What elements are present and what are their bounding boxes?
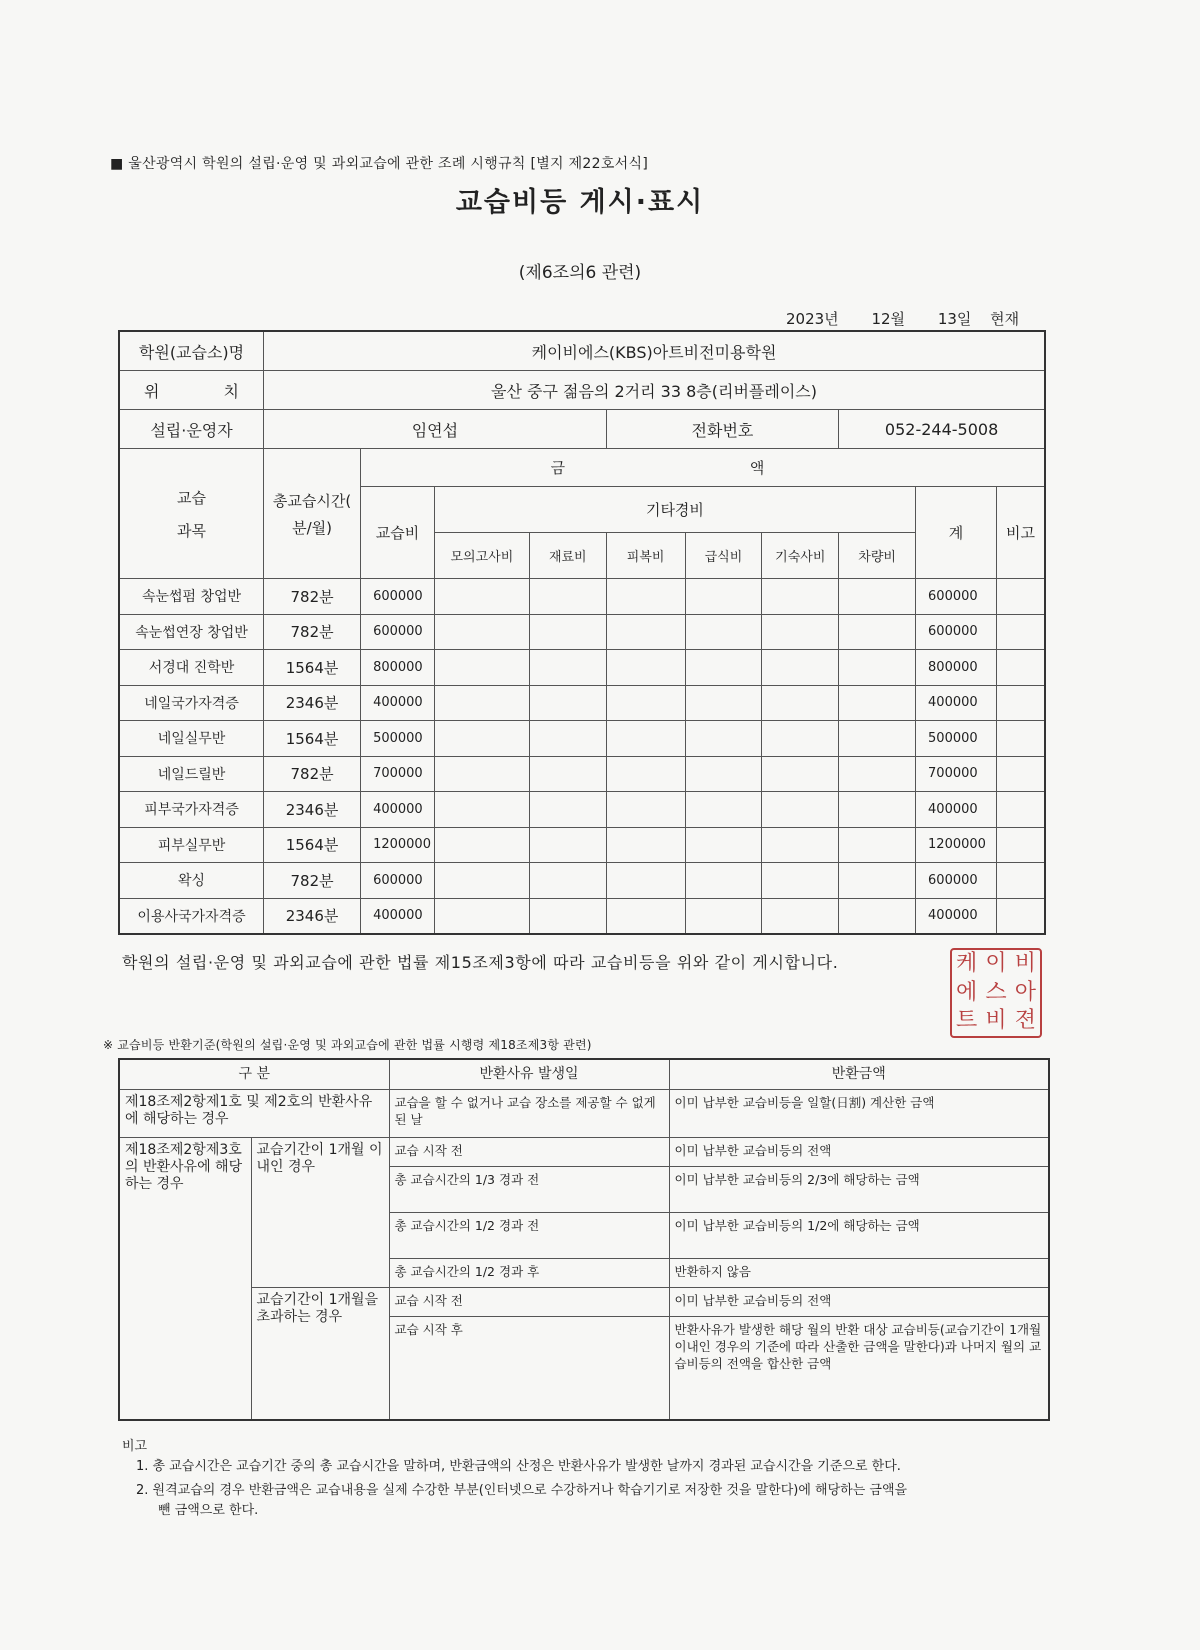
course-hours: 782분 (264, 614, 361, 650)
academy-name-value: 케이비에스(KBS)아트비전미용학원 (264, 331, 1045, 371)
course-hours: 782분 (264, 863, 361, 899)
course-dorm (762, 756, 839, 792)
course-remarks (996, 685, 1045, 721)
course-mock-exam (434, 685, 529, 721)
course-remarks (996, 614, 1045, 650)
course-hours: 1564분 (264, 650, 361, 686)
course-name: 피부국가자격증 (119, 792, 264, 828)
course-row (119, 792, 1045, 828)
course-hours: 2346분 (264, 792, 361, 828)
refund-standard-note: ※ 교습비등 반환기준(학원의 설립·운영 및 과외교습에 관한 법률 시행령 제18조제3항 관련) (103, 1038, 592, 1052)
course-uniform (606, 756, 685, 792)
seal-char: 트 (956, 1008, 978, 1034)
course-materials (529, 650, 606, 686)
course-name: 네일드릴반 (119, 756, 264, 792)
course-tuition: 400000 (361, 792, 435, 828)
refund-amount-header: 반환금액 (669, 1059, 1049, 1089)
course-remarks (996, 579, 1045, 615)
remarks-header: 비고 (996, 487, 1045, 579)
course-mock-exam (434, 721, 529, 757)
refund-sub1-label: 교습기간이 1개월 이내인 경우 (251, 1137, 389, 1287)
course-mock-exam (434, 863, 529, 899)
refund-sub1-reason-3: 총 교습시간의 1/2 경과 후 (389, 1258, 669, 1287)
course-tuition: 600000 (361, 579, 435, 615)
course-meals (685, 721, 762, 757)
remarks-item-2-cont: 뺀 금액으로 한다. (158, 1503, 259, 1518)
course-uniform (606, 898, 685, 934)
hours-header: 총교습시간( 분/월) (264, 449, 361, 579)
course-remarks (996, 721, 1045, 757)
course-mock-exam (434, 650, 529, 686)
course-row (119, 650, 1045, 686)
page-subtitle: (제6조의6 관련) (518, 263, 642, 283)
course-vehicle (839, 898, 916, 934)
course-meals (685, 685, 762, 721)
seal-char: 아 (1014, 979, 1036, 1005)
date-month: 12월 (871, 310, 906, 328)
other-costs-header: 기타경비 (434, 487, 915, 533)
amount-header: 금 액 (361, 449, 1045, 487)
course-remarks (996, 756, 1045, 792)
course-total: 700000 (916, 756, 997, 792)
course-hours: 782분 (264, 579, 361, 615)
course-tuition: 400000 (361, 685, 435, 721)
course-dorm (762, 721, 839, 757)
course-materials (529, 721, 606, 757)
tuition-header: 교습비 (361, 487, 435, 579)
course-name: 네일실무반 (119, 721, 264, 757)
refund-row1-amount: 이미 납부한 교습비등을 일할(日割) 계산한 금액 (669, 1089, 1049, 1137)
refund-reason-header: 반환사유 발생일 (389, 1059, 669, 1089)
course-vehicle (839, 827, 916, 863)
course-dorm (762, 650, 839, 686)
course-name: 속눈썹펌 창업반 (119, 579, 264, 615)
date-day: 13일 (937, 310, 972, 328)
course-materials (529, 614, 606, 650)
course-remarks (996, 650, 1045, 686)
seal-char: 스 (985, 979, 1007, 1005)
course-remarks (996, 792, 1045, 828)
refund-table (118, 1058, 1050, 1421)
refund-sub1-amount-0: 이미 납부한 교습비등의 전액 (669, 1137, 1049, 1166)
form-reference-note: ■ 울산광역시 학원의 설립·운영 및 과외교습에 관한 조례 시행규칙 [별지 제22호서식] (110, 156, 649, 172)
course-dorm (762, 898, 839, 934)
uniform-header: 피복비 (606, 533, 685, 579)
total-header: 계 (916, 487, 997, 579)
mock-exam-header: 모의고사비 (434, 533, 529, 579)
subject-header: 교습 과목 (119, 449, 264, 579)
phone-label: 전화번호 (606, 410, 839, 449)
course-total: 1200000 (916, 827, 997, 863)
course-mock-exam (434, 756, 529, 792)
course-remarks (996, 863, 1045, 899)
refund-sub1-reason-1: 총 교습시간의 1/3 경과 전 (389, 1166, 669, 1212)
course-meals (685, 579, 762, 615)
refund-sub2-label: 교습기간이 1개월을 초과하는 경우 (251, 1287, 389, 1420)
course-hours: 782분 (264, 756, 361, 792)
materials-header: 재료비 (529, 533, 606, 579)
course-row (119, 685, 1045, 721)
course-materials (529, 863, 606, 899)
course-vehicle (839, 614, 916, 650)
refund-row1-category: 제18조제2항제1호 및 제2호의 반환사유에 해당하는 경우 (119, 1089, 389, 1137)
course-uniform (606, 792, 685, 828)
refund-sub1-reason-2: 총 교습시간의 1/2 경과 전 (389, 1212, 669, 1258)
course-mock-exam (434, 579, 529, 615)
date-suffix: 현재 (990, 310, 1020, 328)
course-total: 600000 (916, 614, 997, 650)
course-tuition: 600000 (361, 614, 435, 650)
vehicle-header: 차량비 (839, 533, 916, 579)
seal-char: 비 (1014, 951, 1036, 976)
course-row (119, 579, 1045, 615)
course-uniform (606, 827, 685, 863)
course-row (119, 898, 1045, 934)
course-tuition: 700000 (361, 756, 435, 792)
course-meals (685, 898, 762, 934)
seal-char: 비 (985, 1008, 1007, 1034)
course-materials (529, 792, 606, 828)
course-total: 400000 (916, 792, 997, 828)
course-tuition: 1200000 (361, 827, 435, 863)
refund-sub1-reason-0: 교습 시작 전 (389, 1137, 669, 1166)
course-tuition: 600000 (361, 863, 435, 899)
course-uniform (606, 863, 685, 899)
course-dorm (762, 614, 839, 650)
course-total: 600000 (916, 579, 997, 615)
founder-value: 임연섭 (264, 410, 607, 449)
course-mock-exam (434, 614, 529, 650)
course-row (119, 721, 1045, 757)
course-remarks (996, 898, 1045, 934)
dorm-header: 기숙사비 (762, 533, 839, 579)
declaration-text: 학원의 설립·운영 및 과외교습에 관한 법률 제15조제3항에 따라 교습비등을 위와 같이 게시합니다. (122, 953, 839, 972)
course-tuition: 500000 (361, 721, 435, 757)
course-materials (529, 827, 606, 863)
course-dorm (762, 827, 839, 863)
course-row (119, 827, 1045, 863)
remarks-section (122, 1437, 1052, 1521)
remarks-title: 비고 (122, 1439, 148, 1454)
founder-label: 설립·운영자 (119, 410, 264, 449)
refund-row1-reason: 교습을 할 수 없거나 교습 장소를 제공할 수 없게 된 날 (389, 1089, 669, 1137)
seal-char: 젼 (1014, 1008, 1036, 1034)
course-total: 400000 (916, 898, 997, 934)
page-title: 교습비등 게시·표시 (455, 187, 705, 218)
phone-value: 052-244-5008 (839, 410, 1045, 449)
course-uniform (606, 685, 685, 721)
course-name: 이용사국가자격증 (119, 898, 264, 934)
course-dorm (762, 792, 839, 828)
course-meals (685, 756, 762, 792)
refund-category-header: 구 분 (119, 1059, 389, 1089)
academy-name-label: 학원(교습소)명 (119, 331, 264, 371)
course-row (119, 614, 1045, 650)
course-name: 왁싱 (119, 863, 264, 899)
course-meals (685, 650, 762, 686)
course-uniform (606, 721, 685, 757)
course-uniform (606, 614, 685, 650)
course-mock-exam (434, 898, 529, 934)
course-total: 800000 (916, 650, 997, 686)
course-hours: 1564분 (264, 721, 361, 757)
course-vehicle (839, 650, 916, 686)
course-uniform (606, 579, 685, 615)
course-vehicle (839, 721, 916, 757)
course-dorm (762, 863, 839, 899)
course-total: 600000 (916, 863, 997, 899)
course-materials (529, 579, 606, 615)
course-materials (529, 898, 606, 934)
seal-char: 케 (956, 951, 978, 976)
course-mock-exam (434, 827, 529, 863)
refund-sub2-amount-0: 이미 납부한 교습비등의 전액 (669, 1287, 1049, 1316)
refund-sub2-amount-1: 반환사유가 발생한 해당 월의 반환 대상 교습비등(교습기간이 1개월 이내인 경우의 기준에 따라 산출한 금액을 말한다)과 나머지 월의 교습비등의 전액을 합산한 금액 (669, 1316, 1049, 1420)
meals-header: 급식비 (685, 533, 762, 579)
academy-seal-stamp (950, 948, 1042, 1038)
seal-char: 이 (985, 951, 1007, 976)
course-vehicle (839, 756, 916, 792)
course-dorm (762, 579, 839, 615)
course-name: 네일국가자격증 (119, 685, 264, 721)
course-hours: 1564분 (264, 827, 361, 863)
course-vehicle (839, 579, 916, 615)
course-vehicle (839, 792, 916, 828)
course-vehicle (839, 685, 916, 721)
course-materials (529, 756, 606, 792)
refund-sub2-reason-1: 교습 시작 후 (389, 1316, 669, 1420)
course-materials (529, 685, 606, 721)
refund-sub2-reason-0: 교습 시작 전 (389, 1287, 669, 1316)
course-remarks (996, 827, 1045, 863)
course-total: 500000 (916, 721, 997, 757)
refund-sub1-amount-3: 반환하지 않음 (669, 1258, 1049, 1287)
tuition-table (118, 330, 1046, 935)
course-total: 400000 (916, 685, 997, 721)
course-row (119, 863, 1045, 899)
course-mock-exam (434, 792, 529, 828)
seal-char: 에 (956, 979, 978, 1005)
course-meals (685, 792, 762, 828)
course-meals (685, 614, 762, 650)
refund-group2-category: 제18조제2항제3호의 반환사유에 해당하는 경우 (119, 1137, 251, 1420)
course-row (119, 756, 1045, 792)
course-name: 피부실무반 (119, 827, 264, 863)
course-tuition: 400000 (361, 898, 435, 934)
refund-sub1-amount-1: 이미 납부한 교습비등의 2/3에 해당하는 금액 (669, 1166, 1049, 1212)
course-dorm (762, 685, 839, 721)
course-name: 속눈썹연장 창업반 (119, 614, 264, 650)
date-line (780, 308, 1019, 329)
course-uniform (606, 650, 685, 686)
remarks-item-2: 2. 원격교습의 경우 반환금액은 교습내용을 실제 수강한 부분(인터넷으로 수강하거나 학습기기로 저장한 것을 말한다)에 해당하는 금액을 (136, 1483, 908, 1498)
course-name: 서경대 진학반 (119, 650, 264, 686)
course-hours: 2346분 (264, 685, 361, 721)
date-year: 2023년 (786, 310, 839, 328)
remarks-item-1: 1. 총 교습시간은 교습기간 중의 총 교습시간을 말하며, 반환금액의 산정은 반환사유가 발생한 날까지 경과된 교습시간을 기준으로 한다. (136, 1459, 901, 1474)
course-meals (685, 827, 762, 863)
course-vehicle (839, 863, 916, 899)
location-label: 위 치 (119, 371, 264, 410)
course-hours: 2346분 (264, 898, 361, 934)
location-value: 울산 중구 젊음의 2거리 33 8층(리버플레이스) (264, 371, 1045, 410)
course-tuition: 800000 (361, 650, 435, 686)
refund-sub1-amount-2: 이미 납부한 교습비등의 1/2에 해당하는 금액 (669, 1212, 1049, 1258)
course-meals (685, 863, 762, 899)
